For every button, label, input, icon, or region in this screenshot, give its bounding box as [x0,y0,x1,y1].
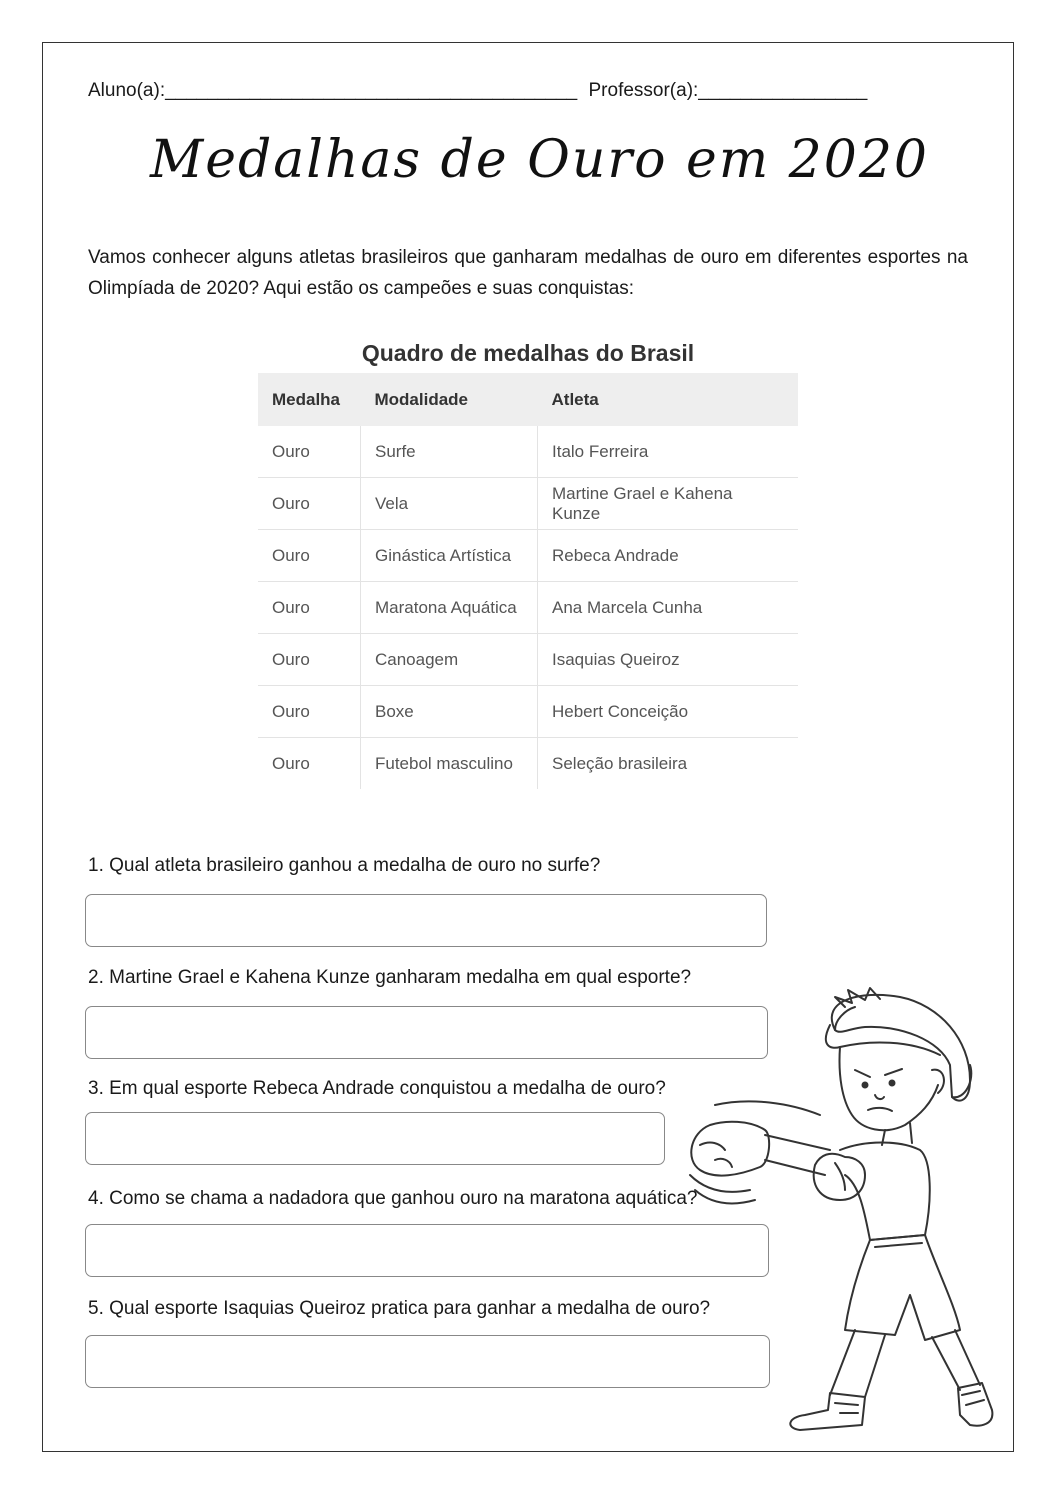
cell-sport: Canoagem [361,634,538,686]
table-header-row [258,373,798,426]
table-row [258,530,798,582]
cell-athlete: Martine Grael e Kahena Kunze [538,478,799,530]
cell-sport: Surfe [361,426,538,478]
table-row [258,634,798,686]
cell-medal: Ouro [258,426,361,478]
teacher-name-field[interactable]: Professor(a):________________ [588,80,868,101]
cell-sport: Boxe [361,686,538,738]
answer-box-5[interactable] [85,1335,770,1388]
column-header-sport: Modalidade [361,373,538,426]
cell-sport: Futebol masculino [361,738,538,790]
header-line [88,80,867,102]
question-3: 3. Em qual esporte Rebeca Andrade conquistou a medalha de ouro? [88,1078,666,1099]
medal-table [258,373,798,789]
table-row [258,738,798,790]
student-name-field[interactable]: Aluno(a):_______________________________________ [88,80,578,101]
table-row [258,478,798,530]
cell-medal: Ouro [258,634,361,686]
answer-box-4[interactable] [85,1224,769,1277]
cell-athlete: Seleção brasileira [552,753,688,773]
cell-athlete: Hebert Conceição [538,686,799,738]
cell-medal: Ouro [258,530,361,582]
cell-sport: Maratona Aquática [361,582,538,634]
cell-athlete: Italo Ferreira [538,426,799,478]
table-row [258,582,798,634]
cell-medal: Ouro [258,738,361,790]
answer-box-2[interactable] [85,1006,768,1059]
column-header-medal: Medalha [258,373,361,426]
column-header-athlete: Atleta [538,373,799,426]
boxer-illustration-icon [670,985,1000,1440]
answer-box-3[interactable] [85,1112,665,1165]
question-4: 4. Como se chama a nadadora que ganhou ouro na maratona aquática? [88,1188,698,1209]
question-1: 1. Qual atleta brasileiro ganhou a medalha de ouro no surfe? [88,855,601,876]
cell-medal: Ouro [258,582,361,634]
table-row [258,426,798,478]
cell-medal: Ouro [258,478,361,530]
cell-athlete: Isaquias Queiroz [538,634,799,686]
cell-athlete: Ana Marcela Cunha [538,582,799,634]
intro-paragraph: Vamos conhecer alguns atletas brasileiros que ganharam medalhas de ouro em diferentes esportes na Olimpíada de 2020? Aqui estão os campeões e suas conquistas: [88,247,968,299]
table-row [258,686,798,738]
cell-medal: Ouro [258,686,361,738]
table-title: Quadro de medalhas do Brasil [361,340,695,366]
cell-sport: Ginástica Artística [361,530,538,582]
answer-box-1[interactable] [85,894,767,947]
question-2: 2. Martine Grael e Kahena Kunze ganharam medalha em qual esporte? [88,967,692,988]
cell-sport: Vela [361,478,538,530]
question-5: 5. Qual esporte Isaquias Queiroz pratica para ganhar a medalha de ouro? [88,1298,711,1319]
cell-athlete: Rebeca Andrade [538,530,799,582]
page-title: Medalhas de Ouro em 2020 [150,130,929,190]
